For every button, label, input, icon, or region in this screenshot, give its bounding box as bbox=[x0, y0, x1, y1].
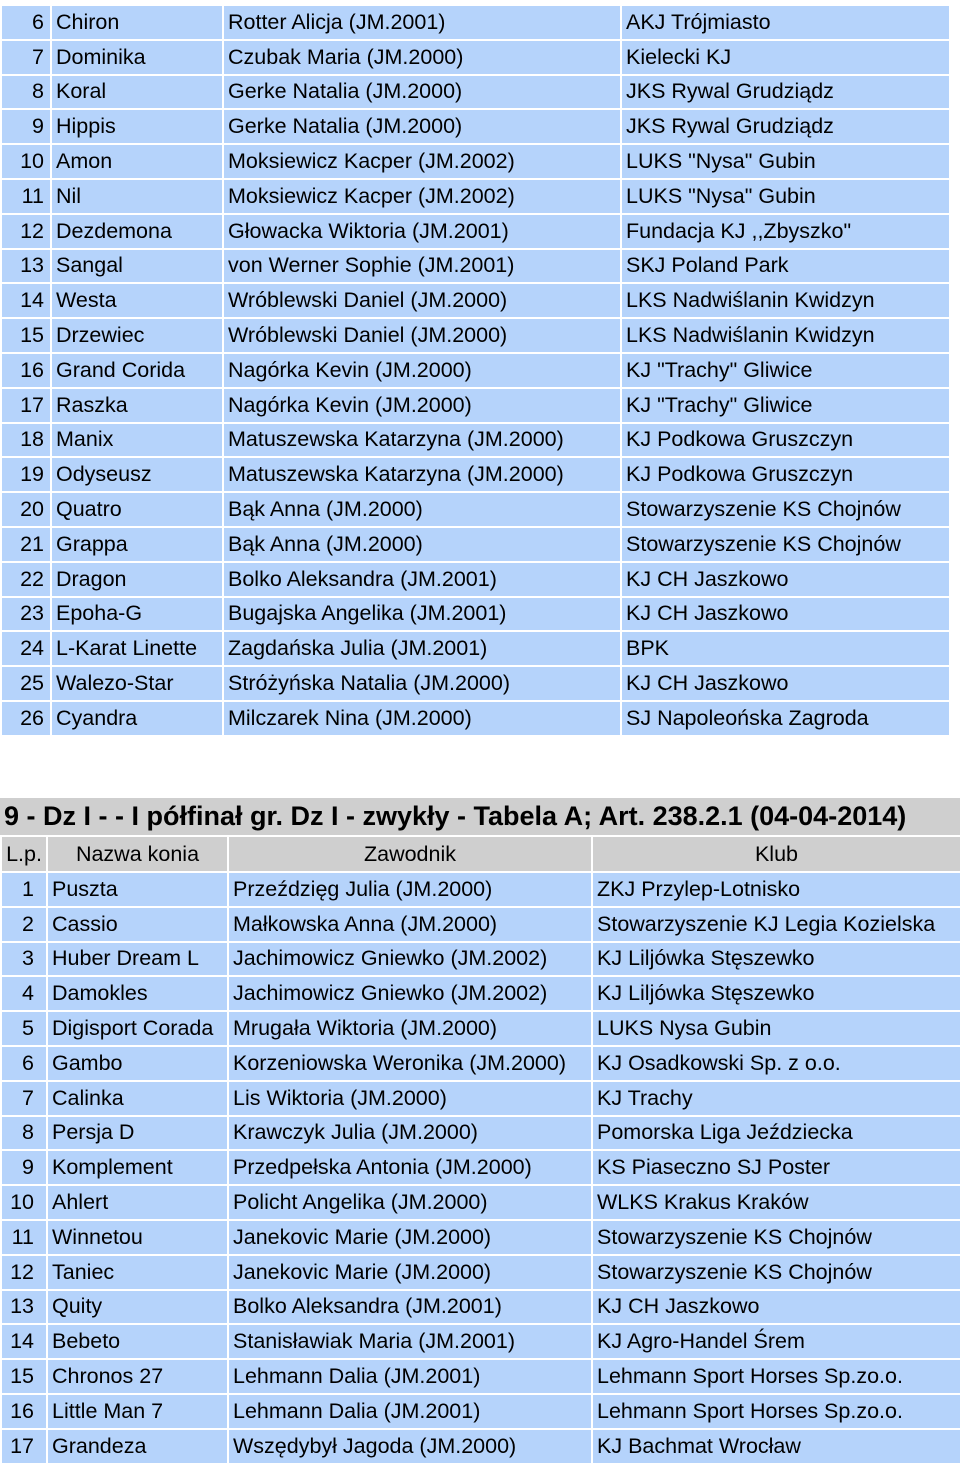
cell-horse-name: Nil bbox=[51, 179, 223, 214]
cell-club: JKS Rywal Grudziądz bbox=[621, 75, 950, 110]
cell-rider: Bąk Anna (JM.2000) bbox=[223, 492, 621, 527]
cell-rider: Jachimowicz Gniewko (JM.2002) bbox=[228, 976, 592, 1011]
cell-position: 6 bbox=[1, 1046, 47, 1081]
cell-rider: Policht Angelika (JM.2000) bbox=[228, 1185, 592, 1220]
cell-horse-name: Drzewiec bbox=[51, 318, 223, 353]
cell-position: 9 bbox=[1, 1150, 47, 1185]
results-table-continued bbox=[0, 4, 951, 737]
cell-rider: Bolko Aleksandra (JM.2001) bbox=[223, 562, 621, 597]
cell-club: KJ Podkowa Gruszczyn bbox=[621, 457, 950, 492]
results-table bbox=[0, 835, 960, 1465]
cell-position: 7 bbox=[1, 1081, 47, 1116]
table-row bbox=[1, 1011, 960, 1046]
table-row bbox=[1, 907, 960, 942]
cell-rider: Wróblewski Daniel (JM.2000) bbox=[223, 283, 621, 318]
table-row bbox=[1, 144, 950, 179]
cell-club: WLKS Krakus Kraków bbox=[592, 1185, 960, 1220]
cell-horse-name: Amon bbox=[51, 144, 223, 179]
cell-rider: Małkowska Anna (JM.2000) bbox=[228, 907, 592, 942]
cell-horse-name: Chiron bbox=[51, 5, 223, 40]
cell-club: Fundacja KJ ,,Zbyszko" bbox=[621, 214, 950, 249]
cell-club: KJ Trachy bbox=[592, 1081, 960, 1116]
cell-position: 8 bbox=[1, 75, 51, 110]
cell-position: 12 bbox=[1, 1255, 47, 1290]
cell-rider: Gerke Natalia (JM.2000) bbox=[223, 75, 621, 110]
results-table-body bbox=[1, 872, 960, 1464]
results-table-body bbox=[1, 5, 950, 736]
cell-club: JKS Rywal Grudziądz bbox=[621, 109, 950, 144]
cell-rider: Stanisławiak Maria (JM.2001) bbox=[228, 1324, 592, 1359]
table-row bbox=[1, 179, 950, 214]
table-row bbox=[1, 318, 950, 353]
cell-club: AKJ Trójmiasto bbox=[621, 5, 950, 40]
cell-rider: Korzeniowska Weronika (JM.2000) bbox=[228, 1046, 592, 1081]
cell-club: Stowarzyszenie KS Chojnów bbox=[592, 1255, 960, 1290]
table-row bbox=[1, 1220, 960, 1255]
cell-rider: Jachimowicz Gniewko (JM.2002) bbox=[228, 942, 592, 977]
cell-horse-name: Hippis bbox=[51, 109, 223, 144]
table-row bbox=[1, 527, 950, 562]
cell-rider: Matuszewska Katarzyna (JM.2000) bbox=[223, 423, 621, 458]
cell-position: 18 bbox=[1, 423, 51, 458]
cell-horse-name: L-Karat Linette bbox=[51, 631, 223, 666]
cell-horse-name: Komplement bbox=[47, 1150, 228, 1185]
cell-horse-name: Calinka bbox=[47, 1081, 228, 1116]
cell-horse-name: Chronos 27 bbox=[47, 1359, 228, 1394]
cell-rider: Milczarek Nina (JM.2000) bbox=[223, 701, 621, 736]
table-row bbox=[1, 562, 950, 597]
table-row bbox=[1, 1394, 960, 1429]
header-row bbox=[1, 836, 960, 872]
table-row bbox=[1, 423, 950, 458]
table-row bbox=[1, 666, 950, 701]
table-row bbox=[1, 283, 950, 318]
table-row bbox=[1, 701, 950, 736]
table-row bbox=[1, 872, 960, 907]
table-row bbox=[1, 214, 950, 249]
cell-club: Stowarzyszenie KS Chojnów bbox=[621, 527, 950, 562]
cell-rider: Lis Wiktoria (JM.2000) bbox=[228, 1081, 592, 1116]
table-row bbox=[1, 1429, 960, 1464]
cell-rider: Janekovic Marie (JM.2000) bbox=[228, 1220, 592, 1255]
cell-horse-name: Puszta bbox=[47, 872, 228, 907]
section-title: 9 - Dz I - - I półfinał gr. Dz I - zwykły - Tabela A; Art. 238.2.1 (04-04-2014) bbox=[0, 798, 960, 835]
cell-club: KJ CH Jaszkowo bbox=[621, 562, 950, 597]
cell-club: SKJ Poland Park bbox=[621, 249, 950, 284]
cell-position: 14 bbox=[1, 283, 51, 318]
cell-horse-name: Grand Corida bbox=[51, 353, 223, 388]
cell-club: KJ Liljówka Stęszewko bbox=[592, 976, 960, 1011]
cell-horse-name: Westa bbox=[51, 283, 223, 318]
cell-club: KJ CH Jaszkowo bbox=[592, 1290, 960, 1325]
table-row bbox=[1, 388, 950, 423]
cell-position: 19 bbox=[1, 457, 51, 492]
cell-position: 20 bbox=[1, 492, 51, 527]
cell-rider: Moksiewicz Kacper (JM.2002) bbox=[223, 179, 621, 214]
table-row bbox=[1, 1081, 960, 1116]
cell-horse-name: Cassio bbox=[47, 907, 228, 942]
cell-horse-name: Winnetou bbox=[47, 1220, 228, 1255]
cell-horse-name: Odyseusz bbox=[51, 457, 223, 492]
cell-position: 17 bbox=[1, 388, 51, 423]
table-row bbox=[1, 1150, 960, 1185]
table-row bbox=[1, 353, 950, 388]
cell-club: ZKJ Przylep-Lotnisko bbox=[592, 872, 960, 907]
table-row bbox=[1, 457, 950, 492]
cell-rider: Stróżyńska Natalia (JM.2000) bbox=[223, 666, 621, 701]
cell-club: KJ Podkowa Gruszczyn bbox=[621, 423, 950, 458]
cell-position: 13 bbox=[1, 249, 51, 284]
column-header-club: Klub bbox=[592, 836, 960, 872]
cell-position: 4 bbox=[1, 976, 47, 1011]
cell-position: 16 bbox=[1, 353, 51, 388]
cell-rider: Nagórka Kevin (JM.2000) bbox=[223, 388, 621, 423]
table-row bbox=[1, 976, 960, 1011]
cell-position: 15 bbox=[1, 1359, 47, 1394]
cell-rider: Przeździęg Julia (JM.2000) bbox=[228, 872, 592, 907]
cell-club: KJ "Trachy" Gliwice bbox=[621, 353, 950, 388]
table-row bbox=[1, 75, 950, 110]
cell-rider: Przedpełska Antonia (JM.2000) bbox=[228, 1150, 592, 1185]
cell-position: 15 bbox=[1, 318, 51, 353]
table-row bbox=[1, 1046, 960, 1081]
cell-club: LUKS "Nysa" Gubin bbox=[621, 179, 950, 214]
cell-horse-name: Persja D bbox=[47, 1116, 228, 1151]
table-row bbox=[1, 597, 950, 632]
cell-position: 10 bbox=[1, 144, 51, 179]
cell-rider: Gerke Natalia (JM.2000) bbox=[223, 109, 621, 144]
cell-rider: Lehmann Dalia (JM.2001) bbox=[228, 1394, 592, 1429]
cell-horse-name: Little Man 7 bbox=[47, 1394, 228, 1429]
cell-position: 13 bbox=[1, 1290, 47, 1325]
cell-rider: Bugajska Angelika (JM.2001) bbox=[223, 597, 621, 632]
cell-rider: Nagórka Kevin (JM.2000) bbox=[223, 353, 621, 388]
cell-rider: Moksiewicz Kacper (JM.2002) bbox=[223, 144, 621, 179]
cell-position: 3 bbox=[1, 942, 47, 977]
table-row bbox=[1, 1359, 960, 1394]
table-row bbox=[1, 631, 950, 666]
cell-club: KS Piaseczno SJ Poster bbox=[592, 1150, 960, 1185]
cell-position: 25 bbox=[1, 666, 51, 701]
cell-club: Stowarzyszenie KS Chojnów bbox=[621, 492, 950, 527]
cell-rider: Krawczyk Julia (JM.2000) bbox=[228, 1116, 592, 1151]
cell-horse-name: Quity bbox=[47, 1290, 228, 1325]
cell-position: 7 bbox=[1, 40, 51, 75]
table-row bbox=[1, 1185, 960, 1220]
cell-rider: Janekovic Marie (JM.2000) bbox=[228, 1255, 592, 1290]
cell-horse-name: Bebeto bbox=[47, 1324, 228, 1359]
cell-horse-name: Digisport Corada bbox=[47, 1011, 228, 1046]
cell-position: 22 bbox=[1, 562, 51, 597]
cell-rider: Mrugała Wiktoria (JM.2000) bbox=[228, 1011, 592, 1046]
cell-club: BPK bbox=[621, 631, 950, 666]
cell-horse-name: Huber Dream L bbox=[47, 942, 228, 977]
cell-rider: Bąk Anna (JM.2000) bbox=[223, 527, 621, 562]
cell-horse-name: Dragon bbox=[51, 562, 223, 597]
cell-horse-name: Cyandra bbox=[51, 701, 223, 736]
column-header-rider: Zawodnik bbox=[228, 836, 592, 872]
table-row bbox=[1, 5, 950, 40]
cell-position: 21 bbox=[1, 527, 51, 562]
cell-position: 6 bbox=[1, 5, 51, 40]
cell-position: 5 bbox=[1, 1011, 47, 1046]
cell-horse-name: Grappa bbox=[51, 527, 223, 562]
cell-club: LKS Nadwiślanin Kwidzyn bbox=[621, 318, 950, 353]
cell-club: KJ CH Jaszkowo bbox=[621, 666, 950, 701]
cell-horse-name: Koral bbox=[51, 75, 223, 110]
cell-rider: Zagdańska Julia (JM.2001) bbox=[223, 631, 621, 666]
cell-rider: Głowacka Wiktoria (JM.2001) bbox=[223, 214, 621, 249]
cell-position: 8 bbox=[1, 1116, 47, 1151]
cell-position: 24 bbox=[1, 631, 51, 666]
cell-position: 12 bbox=[1, 214, 51, 249]
table-row bbox=[1, 109, 950, 144]
cell-horse-name: Walezo-Star bbox=[51, 666, 223, 701]
cell-horse-name: Taniec bbox=[47, 1255, 228, 1290]
cell-club: Stowarzyszenie KJ Legia Kozielska bbox=[592, 907, 960, 942]
table-row bbox=[1, 249, 950, 284]
cell-horse-name: Ahlert bbox=[47, 1185, 228, 1220]
cell-club: KJ CH Jaszkowo bbox=[621, 597, 950, 632]
cell-horse-name: Damokles bbox=[47, 976, 228, 1011]
cell-horse-name: Quatro bbox=[51, 492, 223, 527]
cell-rider: Wszędybył Jagoda (JM.2000) bbox=[228, 1429, 592, 1464]
cell-club: Lehmann Sport Horses Sp.zo.o. bbox=[592, 1394, 960, 1429]
cell-horse-name: Gambo bbox=[47, 1046, 228, 1081]
cell-club: KJ Liljówka Stęszewko bbox=[592, 942, 960, 977]
table-row bbox=[1, 1255, 960, 1290]
cell-position: 1 bbox=[1, 872, 47, 907]
cell-club: Kielecki KJ bbox=[621, 40, 950, 75]
cell-position: 10 bbox=[1, 1185, 47, 1220]
cell-club: SJ Napoleońska Zagroda bbox=[621, 701, 950, 736]
table-row bbox=[1, 942, 960, 977]
table-row bbox=[1, 1116, 960, 1151]
cell-horse-name: Sangal bbox=[51, 249, 223, 284]
cell-rider: Matuszewska Katarzyna (JM.2000) bbox=[223, 457, 621, 492]
cell-position: 11 bbox=[1, 179, 51, 214]
cell-rider: Czubak Maria (JM.2000) bbox=[223, 40, 621, 75]
column-header-lp: L.p. bbox=[1, 836, 47, 872]
cell-club: KJ Osadkowski Sp. z o.o. bbox=[592, 1046, 960, 1081]
cell-position: 11 bbox=[1, 1220, 47, 1255]
cell-club: LUKS Nysa Gubin bbox=[592, 1011, 960, 1046]
cell-rider: Bolko Aleksandra (JM.2001) bbox=[228, 1290, 592, 1325]
cell-club: Pomorska Liga Jeździecka bbox=[592, 1116, 960, 1151]
cell-rider: Lehmann Dalia (JM.2001) bbox=[228, 1359, 592, 1394]
cell-rider: Rotter Alicja (JM.2001) bbox=[223, 5, 621, 40]
cell-horse-name: Grandeza bbox=[47, 1429, 228, 1464]
cell-position: 23 bbox=[1, 597, 51, 632]
column-header-horse: Nazwa konia bbox=[47, 836, 228, 872]
cell-club: KJ Agro-Handel Śrem bbox=[592, 1324, 960, 1359]
cell-horse-name: Dezdemona bbox=[51, 214, 223, 249]
cell-horse-name: Dominika bbox=[51, 40, 223, 75]
cell-position: 14 bbox=[1, 1324, 47, 1359]
cell-horse-name: Epoha-G bbox=[51, 597, 223, 632]
cell-position: 26 bbox=[1, 701, 51, 736]
cell-position: 17 bbox=[1, 1429, 47, 1464]
cell-club: KJ Bachmat Wrocław bbox=[592, 1429, 960, 1464]
cell-horse-name: Raszka bbox=[51, 388, 223, 423]
cell-club: Lehmann Sport Horses Sp.zo.o. bbox=[592, 1359, 960, 1394]
cell-rider: von Werner Sophie (JM.2001) bbox=[223, 249, 621, 284]
table-row bbox=[1, 1324, 960, 1359]
cell-position: 9 bbox=[1, 109, 51, 144]
cell-club: KJ "Trachy" Gliwice bbox=[621, 388, 950, 423]
cell-rider: Wróblewski Daniel (JM.2000) bbox=[223, 318, 621, 353]
cell-club: Stowarzyszenie KS Chojnów bbox=[592, 1220, 960, 1255]
table-row bbox=[1, 40, 950, 75]
cell-club: LUKS "Nysa" Gubin bbox=[621, 144, 950, 179]
cell-position: 16 bbox=[1, 1394, 47, 1429]
table-row bbox=[1, 1290, 960, 1325]
cell-club: LKS Nadwiślanin Kwidzyn bbox=[621, 283, 950, 318]
table-row bbox=[1, 492, 950, 527]
cell-horse-name: Manix bbox=[51, 423, 223, 458]
cell-position: 2 bbox=[1, 907, 47, 942]
